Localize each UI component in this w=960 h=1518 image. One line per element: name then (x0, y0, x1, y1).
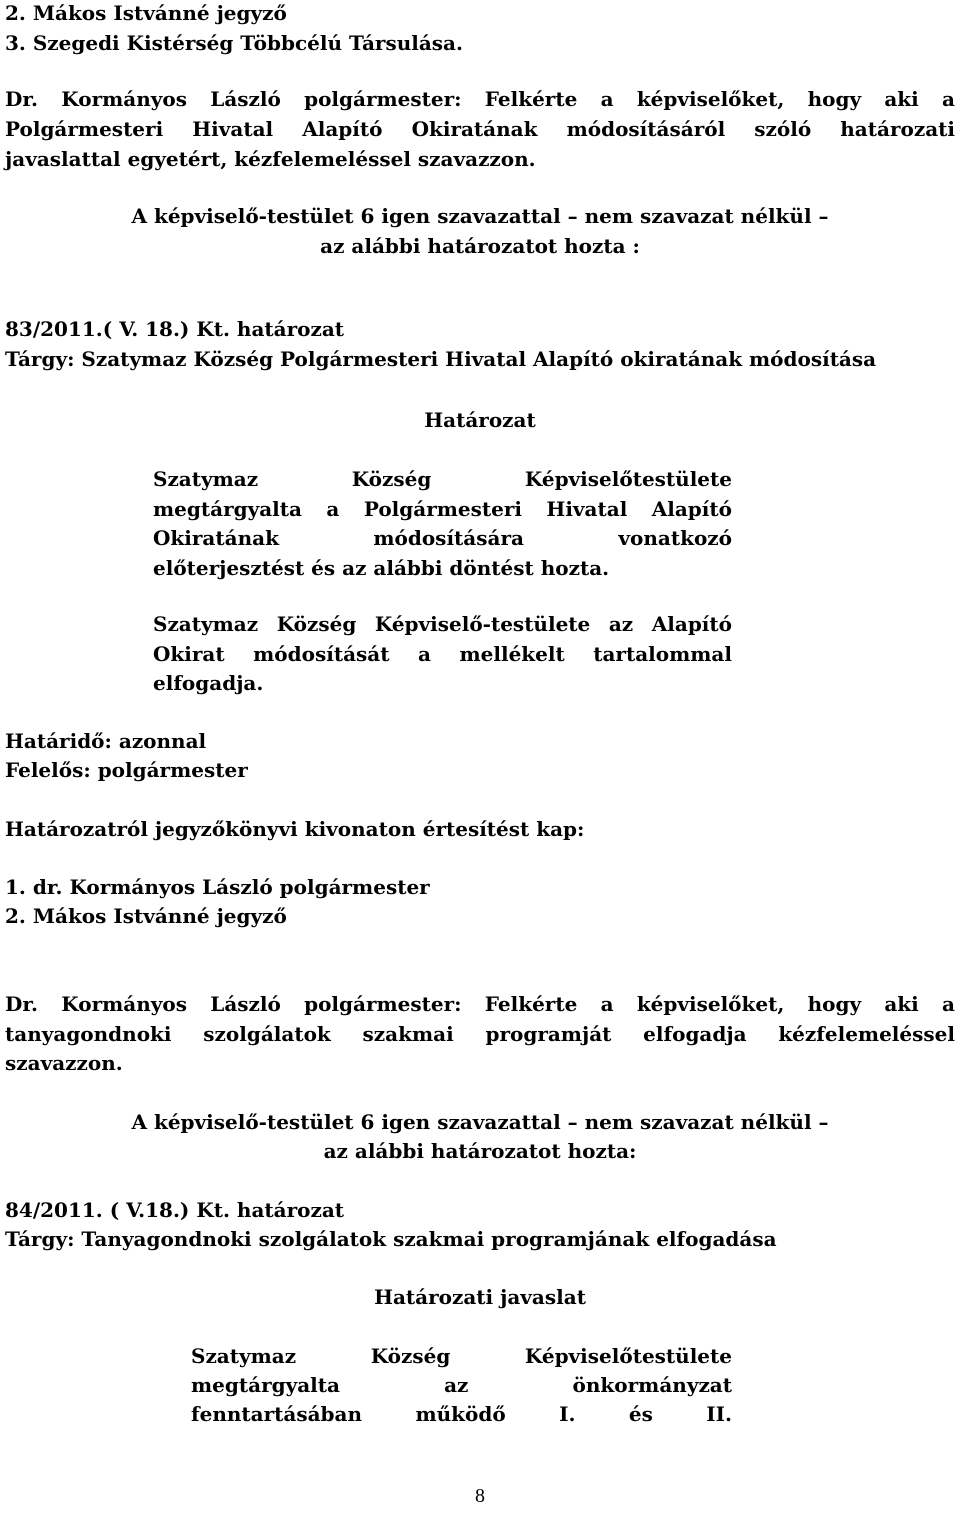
word: elfogadja (643, 1022, 747, 1046)
word: Hivatal (192, 117, 274, 141)
resolution1-heading: Határozat (424, 408, 536, 432)
word: módosítását (253, 642, 390, 666)
resolution2-heading: Határozati javaslat (374, 1285, 586, 1309)
word: Község (276, 612, 357, 636)
word: a (326, 497, 340, 521)
res1-para2-line2 (153, 641, 732, 667)
notify-title: Határozatról jegyzőkönyvi kivonaton értesítést kap: (5, 817, 585, 841)
word: Kormányos (61, 992, 187, 1016)
word: Alapító (302, 117, 383, 141)
intro1-line2 (5, 116, 955, 142)
word: Felkérte (484, 87, 578, 111)
word: működő (415, 1402, 506, 1426)
word: az (608, 612, 634, 636)
word: Község (351, 467, 432, 491)
res1-para1-line1 (153, 466, 732, 492)
word: László (210, 87, 281, 111)
vote1-line1: A képviselő-testület 6 igen szavazattal – nem szavazat nélkül – (131, 204, 829, 228)
recipient-3: 3. Szegedi Kistérség Többcélú Társulása. (5, 31, 463, 55)
word: aki (884, 992, 919, 1016)
resolution2-number: 84/2011. ( V.18.) Kt. határozat (5, 1198, 345, 1222)
word: megtárgyalta (153, 497, 302, 521)
word: önkormányzat (572, 1373, 732, 1397)
word: kézfelemeléssel (778, 1022, 955, 1046)
intro1-line1 (5, 86, 955, 112)
word: képviselőket, (636, 992, 785, 1016)
intro2-line1 (5, 991, 955, 1017)
word: Polgármesteri (363, 497, 522, 521)
word: képviselőket, (636, 87, 785, 111)
res1-para1-line2 (153, 496, 732, 522)
intro2-line2 (5, 1021, 955, 1047)
word: határozati (840, 117, 955, 141)
word: Hivatal (546, 497, 628, 521)
word: szóló (754, 117, 812, 141)
res1-para2-line1 (153, 611, 732, 637)
word: polgármester: (304, 992, 462, 1016)
resolution1-subject: Tárgy: Szatymaz Község Polgármesteri Hivatal Alapító okiratának módosítása (5, 347, 877, 371)
word: az (444, 1373, 469, 1397)
res1-para1-line4: előterjesztést és az alábbi döntést hozta. (153, 556, 610, 580)
word: Okiratának (411, 117, 538, 141)
word: II. (706, 1402, 732, 1426)
notify-1: 1. dr. Kormányos László polgármester (5, 875, 430, 899)
res2-para1-line3 (191, 1401, 732, 1427)
word: megtárgyalta (191, 1373, 340, 1397)
word: a (600, 87, 614, 111)
word: a (942, 992, 955, 1016)
resolution1-number: 83/2011.( V. 18.) Kt. határozat (5, 317, 345, 341)
word: Kormányos (61, 87, 187, 111)
page-number: 8 (475, 1485, 485, 1507)
word: Felkérte (484, 992, 578, 1016)
word: Alapító (651, 497, 732, 521)
intro1-line3: javaslattal egyetért, kézfelemeléssel szavazzon. (5, 147, 536, 171)
word: szolgálatok (203, 1022, 331, 1046)
vote2-line2: az alábbi határozatot hozta: (323, 1139, 637, 1163)
word: és (628, 1402, 653, 1426)
vote1-line2: az alábbi határozatot hozta : (320, 234, 640, 258)
word: Alapító (651, 612, 732, 636)
word: polgármester: (304, 87, 462, 111)
word: Dr. (5, 992, 39, 1016)
word: tanyagondnoki (5, 1022, 172, 1046)
word: a (942, 87, 955, 111)
word: hogy (807, 992, 862, 1016)
word: fenntartásában (191, 1402, 363, 1426)
word: Szatymaz (191, 1344, 297, 1368)
res1-para2-line3: elfogadja. (153, 671, 264, 695)
word: Képviselő-testülete (374, 612, 591, 636)
word: aki (884, 87, 919, 111)
res2-para1-line2 (191, 1372, 732, 1398)
word: Képviselőtestülete (524, 1344, 732, 1368)
word: szakmai (362, 1022, 454, 1046)
word: Szatymaz (153, 612, 259, 636)
responsible: Felelős: polgármester (5, 758, 248, 782)
recipient-2: 2. Mákos Istvánné jegyző (5, 1, 287, 25)
word: vonatkozó (618, 526, 732, 550)
deadline: Határidő: azonnal (5, 729, 207, 753)
word: hogy (807, 87, 862, 111)
word: programját (485, 1022, 612, 1046)
notify-2: 2. Mákos Istvánné jegyző (5, 904, 287, 928)
word: László (210, 992, 281, 1016)
word: Okiratának (153, 526, 279, 550)
word: a (418, 642, 431, 666)
resolution2-subject: Tárgy: Tanyagondnoki szolgálatok szakmai programjának elfogadása (5, 1227, 777, 1251)
res1-para1-line3 (153, 525, 732, 551)
word: Képviselőtestülete (524, 467, 732, 491)
word: módosítására (373, 526, 524, 550)
word: Polgármesteri (5, 117, 164, 141)
word: mellékelt (459, 642, 565, 666)
vote2-line1: A képviselő-testület 6 igen szavazattal – nem szavazat nélkül – (131, 1110, 829, 1134)
word: I. (559, 1402, 576, 1426)
word: tartalommal (593, 642, 732, 666)
word: a (600, 992, 614, 1016)
word: Dr. (5, 87, 39, 111)
word: módosításáról (566, 117, 726, 141)
word: Szatymaz (153, 467, 259, 491)
intro2-line3: szavazzon. (5, 1051, 123, 1075)
word: Okirat (153, 642, 225, 666)
res2-para1-line1 (191, 1343, 732, 1369)
word: Község (370, 1344, 451, 1368)
